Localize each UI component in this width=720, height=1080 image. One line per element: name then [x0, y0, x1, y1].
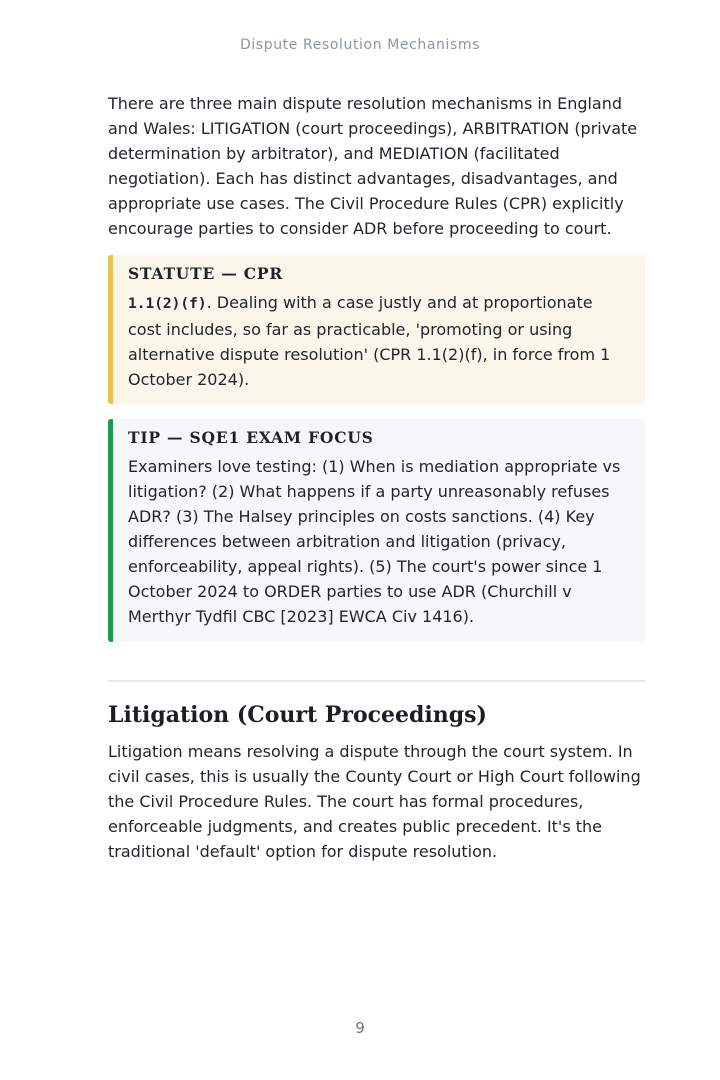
intro-paragraph: There are three main dispute resolution mechanisms in England and Wales: LITIGATION (court proceedings), ARBITRATION (private determination by arbitrator), and MEDIATION (facilitated negotiation). Each has distinct advantages, disadvantages, and appropriate use cases. The Civil Procedure Rules (CPR) explicitly encourage parties to consider ADR before proceeding to court. — [108, 94, 638, 238]
statute-callout-title: STATUTE — CPR — [128, 264, 284, 283]
tip-callout-title: TIP — SQE1 EXAM FOCUS — [128, 428, 374, 447]
tip-callout-body: Examiners love testing: (1) When is mediation appropriate vs litigation? (2) What happens if a party unreasonably refuses ADR? (3) The Halsey principles on costs sanctions. (4) Key differences between arbitration and litigation (privacy, enforceability, appeal rights). (5) The court's power since 1 October 2024 to ORDER parties to use ADR (Churchill v Merthyr Tydfil CBC [2023] EWCA Civ 1416). — [128, 457, 621, 626]
running-header: Dispute Resolution Mechanisms — [239, 37, 481, 53]
statute-reference: 1.1(2)(f) — [128, 296, 207, 312]
section-divider — [108, 680, 645, 682]
statute-callout-body — [128, 290, 629, 392]
page-number: 9 — [355, 1019, 365, 1037]
statute-callout — [108, 255, 645, 404]
litigation-paragraph: Litigation means resolving a dispute through the court system. In civil cases, this is usually the County Court or High Court following the Civil Procedure Rules. The court has formal procedures, enforceable judgments, and creates public precedent. It's the traditional 'default' option for dispute resolution. — [108, 742, 641, 861]
tip-callout — [108, 419, 645, 642]
statute-callout-text: . Dealing with a case justly and at proportionate cost includes, so far as practicable, 'promoting or using alternative dispute resolution' (CPR 1.1(2)(f), in force from 1 October 2024). — [128, 293, 611, 389]
section-heading: Litigation (Court Proceedings) — [108, 702, 487, 728]
page-content — [108, 91, 645, 864]
